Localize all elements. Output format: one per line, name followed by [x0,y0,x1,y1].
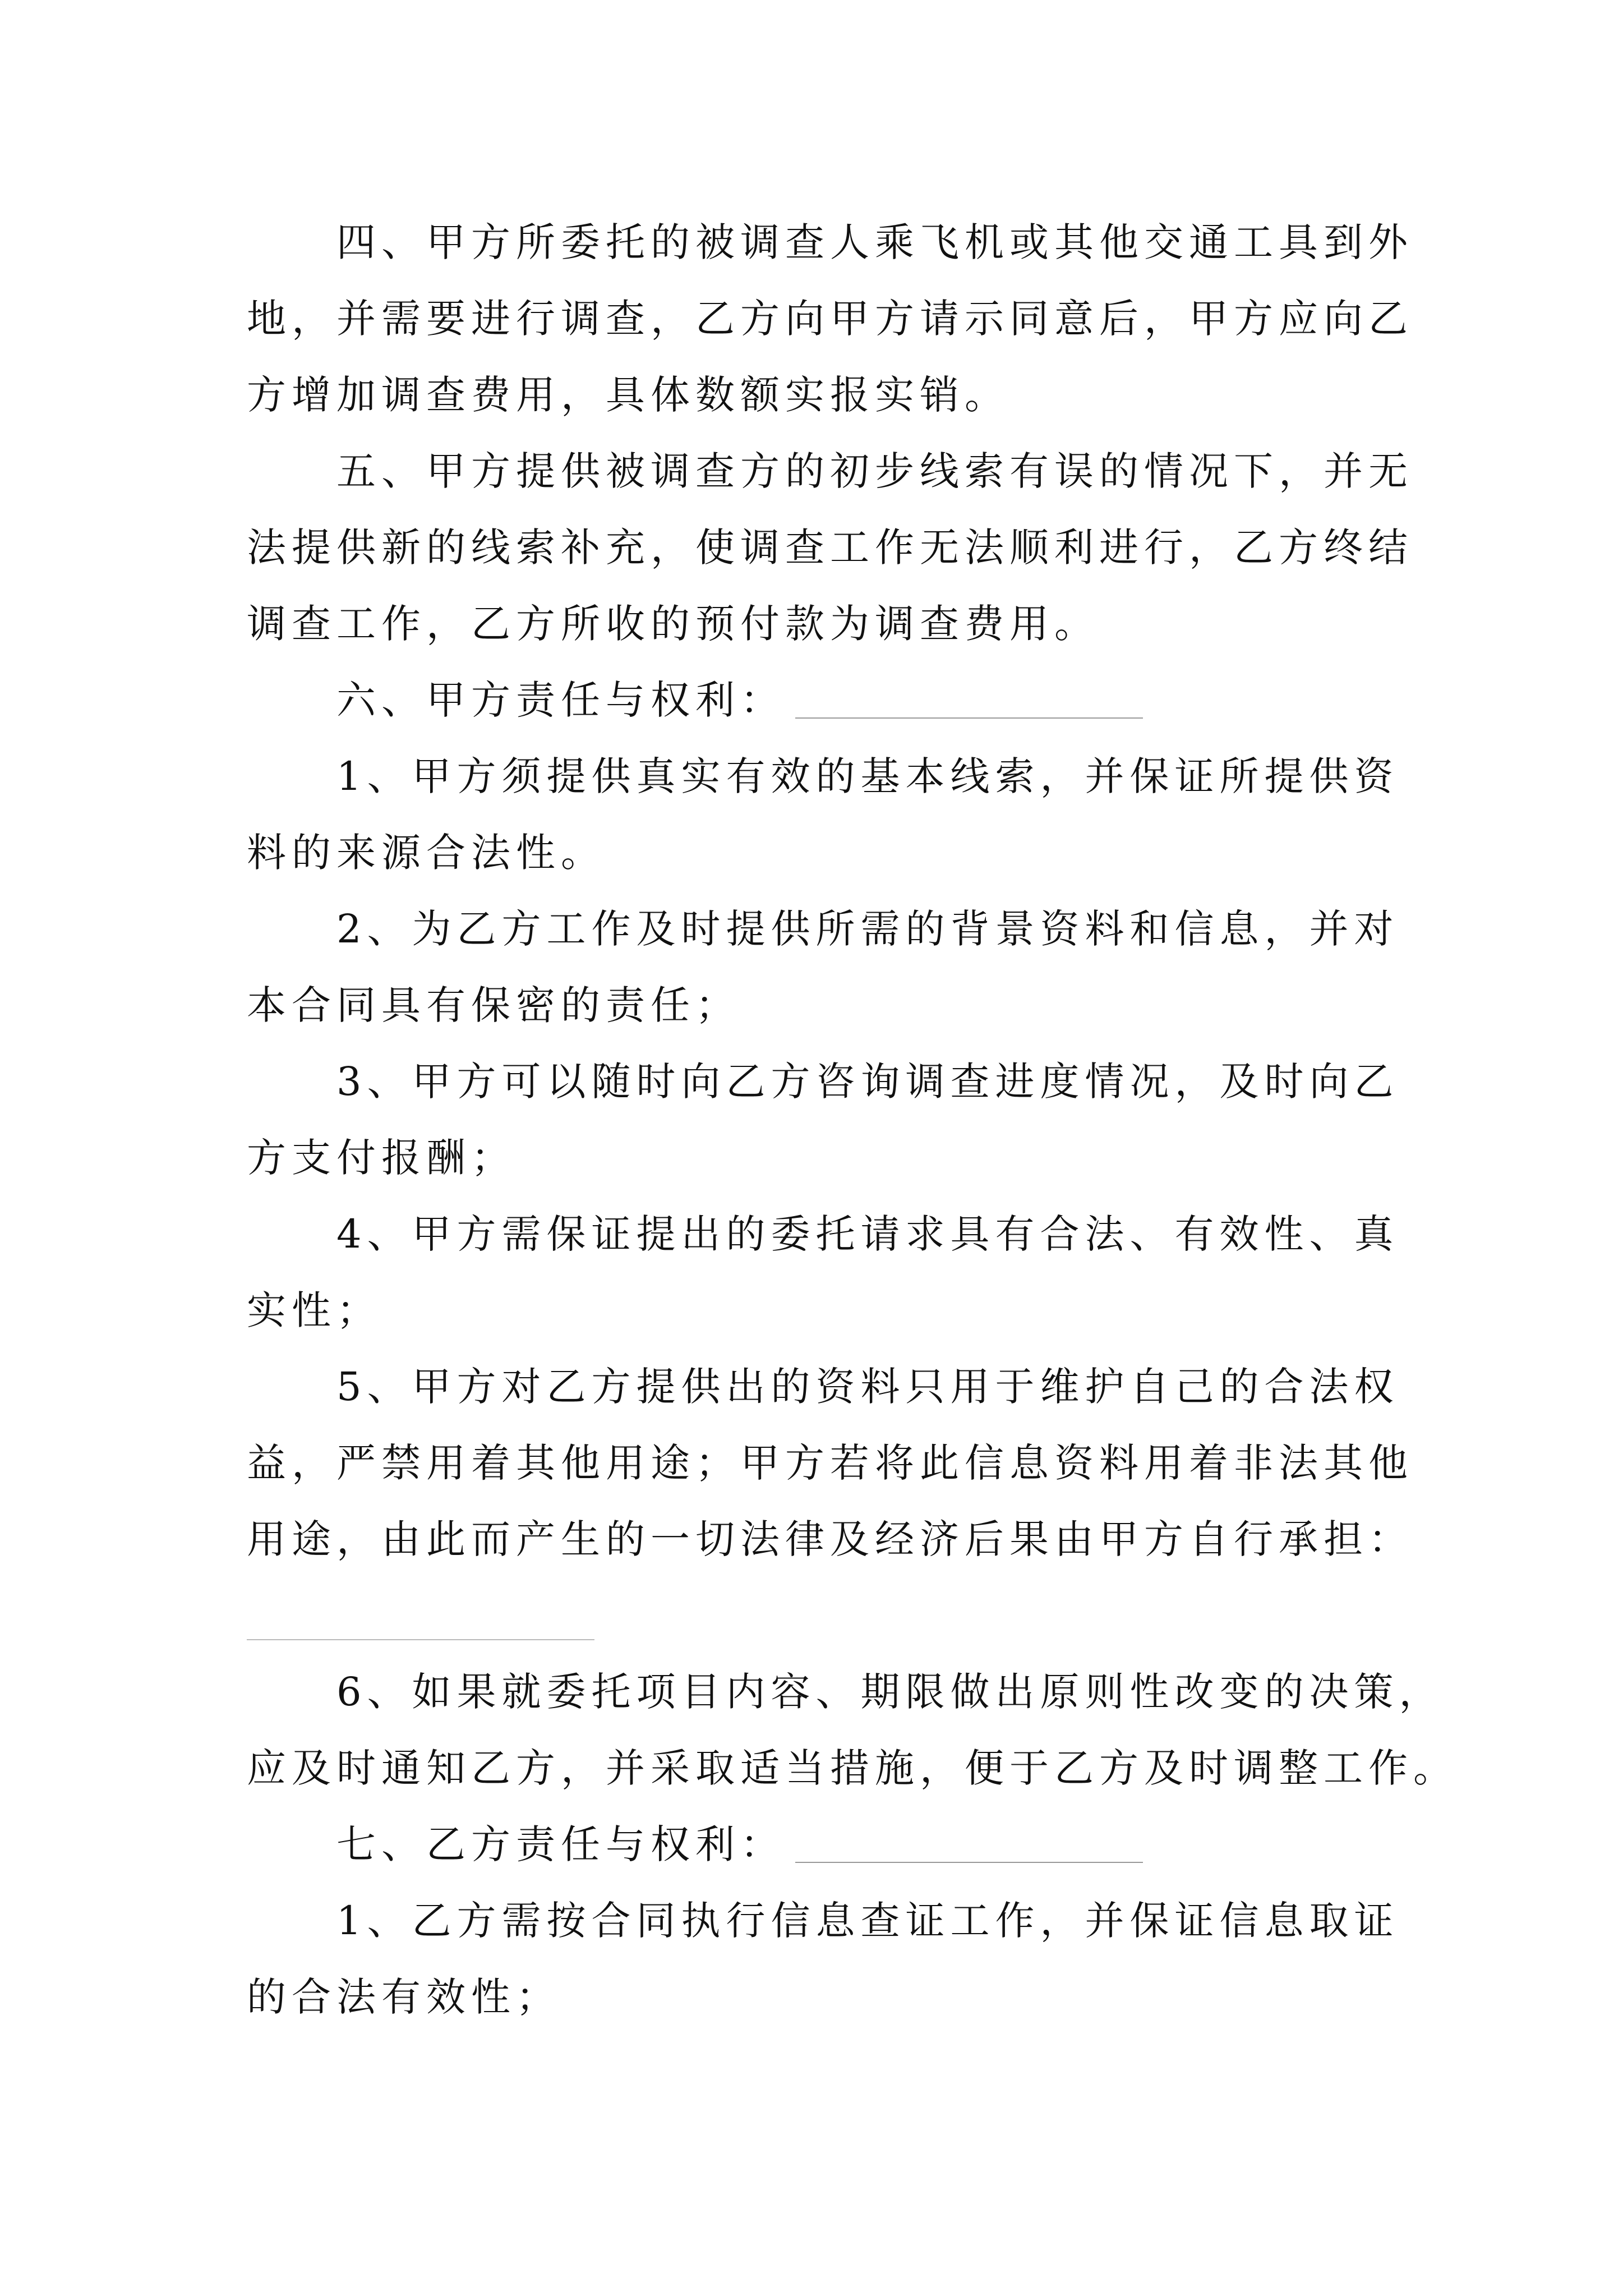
paragraph-4-line-3: 方增加调查费用，具体数额实报实销。 [247,372,1009,418]
item-6-5-line-3: 用途，由此而产生的一切法律及经济后果由甲方自行承担： [247,1516,1413,1562]
item-6-5-line-1: 5、甲方对乙方提供出的资料只用于维护自己的合法权 [336,1364,1399,1410]
item-6-1-line-1: 1、甲方须提供真实有效的基本线索，并保证所提供资 [336,753,1399,799]
section-7-heading-text: 七、乙方责任与权利： [336,1821,785,1867]
paragraph-5-line-1: 五、甲方提供被调查方的初步线索有误的情况下，并无 [336,448,1413,494]
section-6-heading-text: 六、甲方责任与权利： [336,677,785,723]
item-6-3-line-1: 3、甲方可以随时向乙方咨询调查进度情况，及时向乙 [336,1059,1399,1105]
item-7-1-line-1: 1、乙方需按合同执行信息查证工作，并保证信息取证 [336,1898,1399,1944]
item-6-6-line-1: 6、如果就委托项目内容、期限做出原则性改变的决策， [336,1669,1444,1715]
paragraph-4-line-1: 四、甲方所委托的被调查人乘飞机或其他交通工具到外 [336,219,1413,265]
section-7-blank-line [795,1862,1143,1863]
item-6-2-line-2: 本合同具有保密的责任； [247,982,740,1028]
section-6-blank-line [795,717,1143,719]
paragraph-5-line-2: 法提供新的线索补充，使调查工作无法顺利进行，乙方终结 [247,524,1413,570]
separator-rule [247,1639,594,1640]
section-7-heading [336,1816,1143,1872]
item-6-4-line-1: 4、甲方需保证提出的委托请求具有合法、有效性、真 [336,1211,1399,1257]
item-6-2-line-1: 2、为乙方工作及时提供所需的背景资料和信息，并对 [336,906,1399,952]
section-6-heading [336,672,1143,728]
item-6-1-line-2: 料的来源合法性。 [247,830,606,876]
item-7-1-line-2: 的合法有效性； [247,1974,561,2020]
item-6-6-line-2: 应及时通知乙方，并采取适当措施，便于乙方及时调整工作。 [247,1745,1458,1791]
item-6-5-line-2: 益，严禁用着其他用途；甲方若将此信息资料用着非法其他 [247,1440,1413,1486]
paragraph-5-line-3: 调查工作，乙方所收的预付款为调查费用。 [247,601,1099,647]
paragraph-4-line-2: 地，并需要进行调查，乙方向甲方请示同意后，甲方应向乙 [247,296,1413,342]
item-6-4-line-2: 实性； [247,1287,381,1333]
item-6-3-line-2: 方支付报酬； [247,1135,516,1181]
